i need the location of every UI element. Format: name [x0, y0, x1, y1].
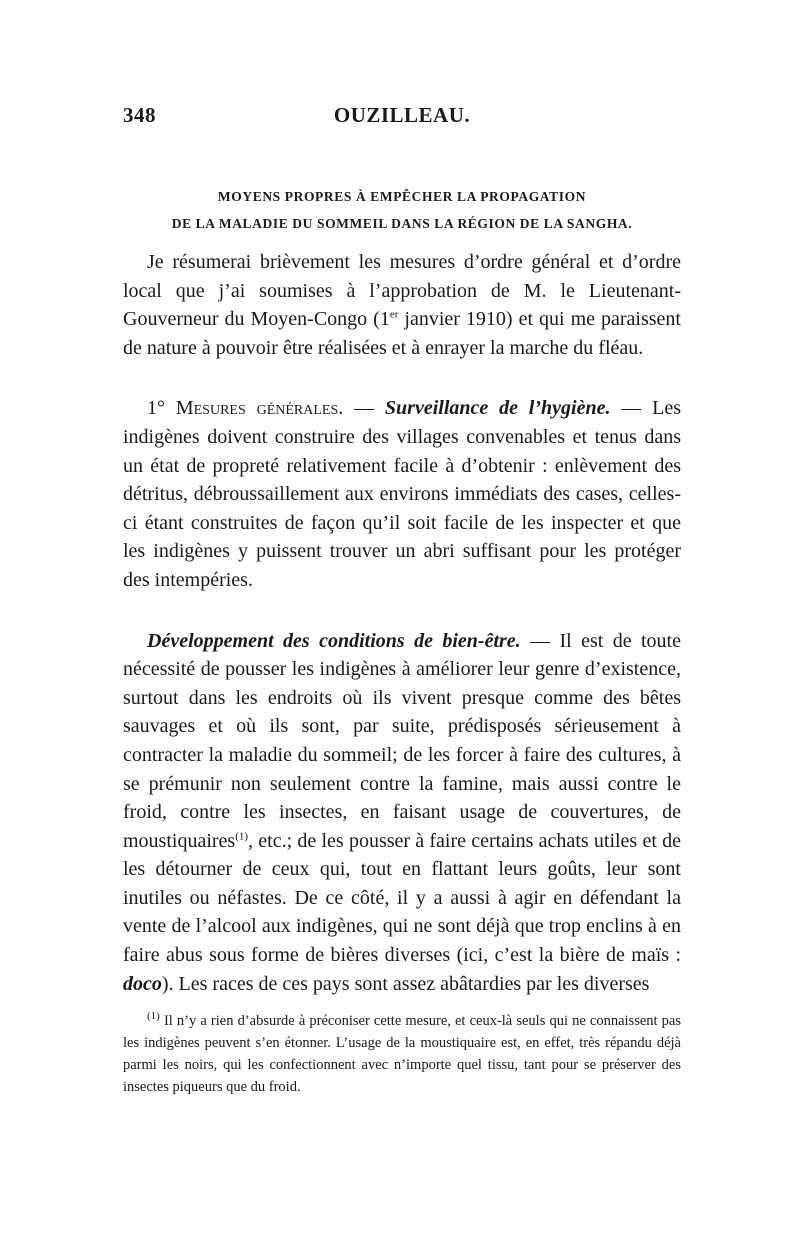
intro-text-b: janvier 1910) et qui me paraissent de nature à pouvoir être réalisées et à enrayer la marche du fléau.: [123, 308, 681, 359]
wellbeing-text-b: , etc.; de les pousser à faire certains achats utiles et de les détourner de ceux qui, tout en flattant leurs goûts, leur sont inutiles ou néfastes. De ce côté, il y a aussi à agir en défendant la vente de l’alcool aux indigènes, qui ne sont déjà que trop enclins à en faire abus sous forme de bières diverses (ici, c’est la bière de maïs :: [123, 829, 681, 967]
intro-text-a: Je résumerai brièvement les mesures d’ordre général et d’ordre local que j’ai soumises à l’approbation de M. le Lieutenant-Gouverneur du Moyen-Congo (1: [123, 251, 681, 331]
measure-dash: —: [343, 397, 385, 420]
measure-label: Mesures générales.: [175, 397, 344, 420]
paragraph-intro: [123, 248, 681, 362]
wellbeing-text-a: — Il est de toute nécessité de pousser les indigènes à améliorer leur genre d’existence, surtout dans les endroits où ils vivent presque comme des bêtes sauvages et où ils sont, par suite, prédisposés sérieusement à contracter la maladie du sommeil; de les forcer à faire des cultures, à se prémunir non seulement contre la famine, mais aussi contre le froid, contre les insectes, en faisant usage de couvertures, de moustiquaires: [123, 629, 681, 852]
footnote: [123, 1010, 681, 1098]
wellbeing-subtitle: Développement des conditions de bien-être.: [147, 629, 521, 652]
body-text: [123, 248, 681, 998]
section-title-line-2: DE LA MALADIE DU SOMMEIL DANS LA RÉGION DE LA SANGHA.: [171, 216, 633, 231]
paragraph-general-measures: [123, 394, 681, 594]
page-number: 348: [123, 103, 156, 127]
intro-superscript: er: [389, 308, 399, 321]
measure-text: — Les indigènes doivent construire des villages convenables et tenus dans un état de propreté relativement facile à d’obtenir : enlèvement des détritus, débroussaillement aux environs immédiats des cases, celles-ci étant construites de façon qu’il soit facile de les inspecter et que les indigènes y puissent trouver un abri suffisant pour les protéger des intempéries.: [123, 397, 681, 591]
page-header: [123, 103, 681, 133]
section-title: [123, 183, 681, 237]
paragraph-wellbeing: [123, 627, 681, 999]
footnote-text: Il n’y a rien d’absurde à préconiser cette mesure, et ceux-là seuls qui ne connaissent pas les indigènes peuvent s’en étonner. L’usage de la moustiquaire est, en effet, très répandu déjà parmi les noirs, qui les confectionnent avec n’importe quel tissu, tant pour se préserver des insectes piqueurs que du froid.: [123, 1013, 681, 1095]
footnote-marker: (1): [147, 1010, 160, 1023]
footnote-reference: (1): [235, 830, 249, 843]
section-title-line-1: MOYENS PROPRES À EMPÊCHER LA PROPAGATION: [217, 189, 587, 204]
italic-word-doco: doco: [123, 972, 162, 995]
running-head: OUZILLEAU.: [333, 103, 471, 127]
measure-number: 1°: [147, 397, 176, 420]
measure-subtitle: Surveillance de l’hygiène.: [384, 397, 611, 420]
footnote-paragraph: [123, 1010, 681, 1098]
wellbeing-text-c: ). Les races de ces pays sont assez abâtardies par les diverses: [161, 972, 650, 995]
